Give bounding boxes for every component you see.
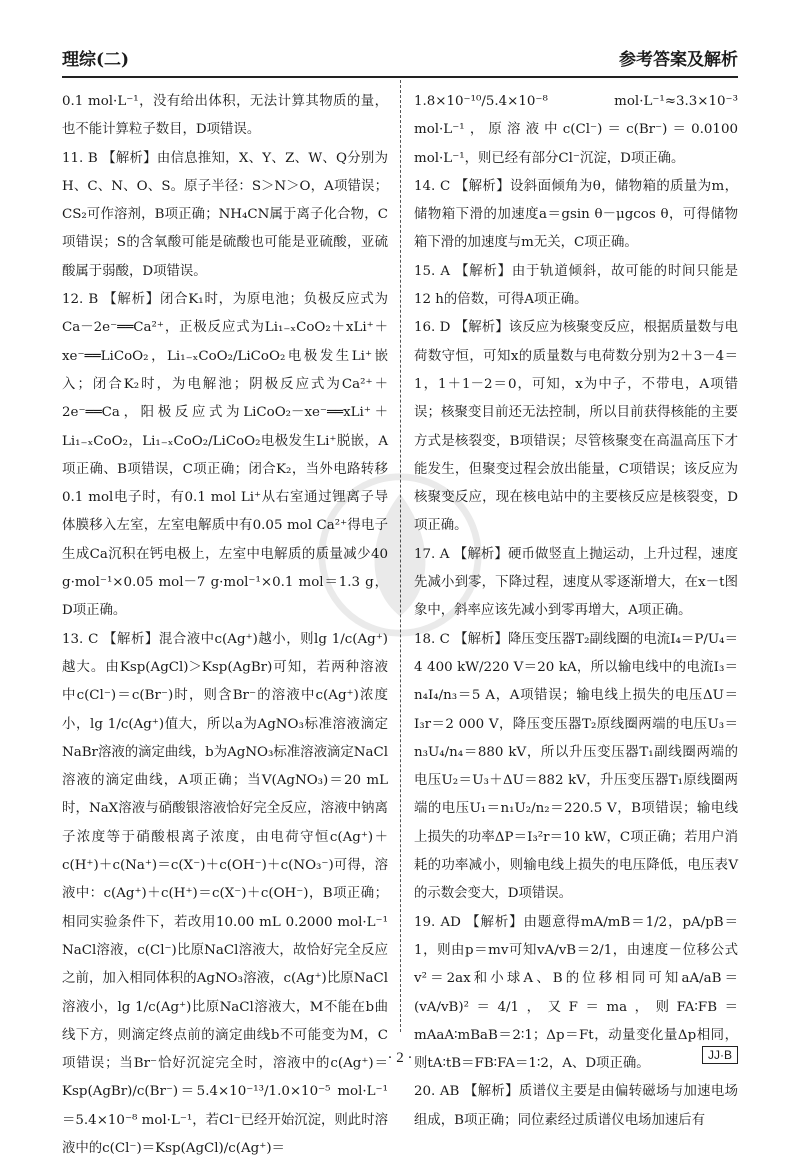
page-header — [62, 44, 738, 78]
answer-15: 15. A 【解析】由于轨道倾斜，故可能的时间只能是12 h的倍数，可得A项正确。 — [414, 263, 738, 308]
answer-16: 16. D 【解析】该反应为核聚变反应，根据质量数与电荷数守恒，可知x的质量数与电荷数分别为2＋3－4＝1，1＋1－2＝0，可知，x为中子，不带电，A项错误；核聚变目前还无法控制，所以目前获得核能的主要方式是核裂变，B项错误；尽管核聚变在高温高压下才能发生，但聚变过程会放出能量，C项错误；该反应为核聚变反应，现在核电站中的主要核反应是核裂变，D项正确。 — [414, 320, 738, 534]
answer-10-continued: 0.1 mol·L⁻¹，没有给出体积，无法计算其物质的量，也不能计算粒子数目，D项错误。 — [62, 94, 388, 138]
answer-11: 11. B 【解析】由信息推知，X、Y、Z、W、Q分别为H、C、N、O、S。原子半径：S＞N＞O，A项错误；CS₂可作溶剂，B项正确；NH₄CN属于离子化合物，C项错误；S的含氧酸可能是硫酸也可能是亚硫酸，亚硫酸属于弱酸，D项错误。 — [62, 150, 388, 279]
left-column — [62, 88, 388, 1163]
answer-20: 20. AB 【解析】质谱仪主要是由偏转磁场与加速电场组成，B项正确；同位素经过质谱仪电场加速后有 — [414, 1084, 738, 1128]
answer-19: 19. AD 【解析】由题意得mA/mB＝1/2，pA/pB＝1，则由p＝mv可知vA/vB＝2/1，由速度－位移公式v²＝2ax和小球A、B的位移相同可知aA/aB＝(vA/vB)²＝4/1，又F＝ma，则FA∶FB＝mAaA∶mBaB＝2∶1；Δp＝Ft，动量变化量Δp相同，则tA∶tB＝FB∶FA＝1∶2，A、D项正确。 — [414, 914, 738, 1072]
answer-14: 14. C 【解析】设斜面倾角为θ，储物箱的质量为m，储物箱下滑的加速度a＝gsin θ－μgcos θ，可得储物箱下滑的加速度与m无关，C项正确。 — [414, 178, 738, 251]
paper-code-badge: JJ·B — [702, 1046, 738, 1064]
answer-18: 18. C 【解析】降压变压器T₂副线圈的电流I₄＝P/U₄＝4 400 kW/220 V＝20 kA，所以输电线中的电流I₃＝n₄I₄/n₃＝5 A，A项错误；输电线上损失的电压ΔU＝I₃r＝2 000 V，降压变压器T₂原线圈两端的电压U₃＝n₃U₄/n₄＝880 kV，所以升压变压器T₁副线圈两端的电压U₂＝U₃＋ΔU＝882 kV，升压变压器T₁原线圈两端的电压U₁＝n₁U₂/n₂＝220.5 V，B项错误；输电线上损失的功率ΔP＝I₃²r＝10 kW，C项正确；若用户消耗的功率减小，则输电线上损失的电压降低，电压表V的示数会变大，D项错误。 — [414, 631, 738, 902]
answer-17: 17. A 【解析】硬币做竖直上抛运动，上升过程，速度先减小到零，下降过程，速度从零逐渐增大，在x－t图象中，斜率应该先减小到零再增大，A项正确。 — [414, 546, 738, 619]
page-number: · 2 · — [387, 1050, 413, 1066]
answer-13-continued: 1.8×10⁻¹⁰/5.4×10⁻⁸ mol·L⁻¹≈3.3×10⁻³ mol·L⁻¹，原溶液中c(Cl⁻)＝c(Br⁻)＝0.0100 mol·L⁻¹，则已经有部分Cl⁻沉淀，D项正确。 — [414, 94, 738, 166]
header-left-title: 理综(二) — [62, 50, 130, 70]
right-column — [414, 88, 738, 1135]
answer-13: 13. C 【解析】混合液中c(Ag⁺)越小，则lg 1/c(Ag⁺)越大。由Ksp(AgCl)＞Ksp(AgBr)可知，若两种溶液中c(Cl⁻)＝c(Br⁻)时，则含Br⁻的溶液中c(Ag⁺)浓度小，lg 1/c(Ag⁺)值大，所以a为AgNO₃标准溶液滴定NaBr溶液的滴定曲线，b为AgNO₃标准溶液滴定NaCl溶液的滴定曲线，A项正确；当V(AgNO₃)＝20 mL时，NaX溶液与硝酸银溶液恰好完全反应，溶液中钠离子浓度等于硝酸根离子浓度，由电荷守恒c(Ag⁺)＋c(H⁺)＋c(Na⁺)＝c(X⁻)＋c(OH⁻)＋c(NO₃⁻)可得，溶液中：c(Ag⁺)＋c(H⁺)＝c(X⁻)＋c(OH⁻)，B项正确；相同实验条件下，若改用10.00 mL 0.2000 mol·L⁻¹ NaCl溶液，c(Cl⁻)比原NaCl溶液大，故恰好完全反应之前，加入相同体积的AgNO₃溶液，c(Ag⁺)比原NaCl溶液小，lg 1/c(Ag⁺)比原NaCl溶液大，M不能在b曲线下方，则滴定终点前的滴定曲线b不可能变为M，C项错误；当Br⁻恰好沉淀完全时，溶液中的c(Ag⁺)＝Ksp(AgBr)/c(Br⁻)＝5.4×10⁻¹³/1.0×10⁻⁵ mol·L⁻¹＝5.4×10⁻⁸ mol·L⁻¹，若Cl⁻已经开始沉淀，则此时溶液中的c(Cl⁻)＝Ksp(AgCl)/c(Ag⁺)＝ — [62, 631, 388, 1156]
header-right-title: 参考答案及解析 — [619, 50, 738, 70]
answer-12: 12. B 【解析】闭合K₁时，为原电池；负极反应式为Ca－2e⁻══Ca²⁺，正极反应式为Li₁₋ₓCoO₂＋xLi⁺＋xe⁻══LiCoO₂，Li₁₋ₓCoO₂/LiCoO₂电极发生Li⁺嵌入；闭合K₂时，为电解池；阴极反应式为Ca²⁺＋2e⁻══Ca，阳极反应式为LiCoO₂－xe⁻══xLi⁺＋Li₁₋ₓCoO₂，Li₁₋ₓCoO₂/LiCoO₂电极发生Li⁺脱嵌，A项正确、B项错误，C项正确；闭合K₂，当外电路转移0.1 mol电子时，有0.1 mol Li⁺从右室通过锂离子导体膜移入左室，左室电解质中有0.05 mol Ca²⁺得电子生成Ca沉积在钙电极上，左室中电解质的质量减少40 g·mol⁻¹×0.05 mol－7 g·mol⁻¹×0.1 mol＝1.3 g，D项正确。 — [62, 292, 388, 619]
